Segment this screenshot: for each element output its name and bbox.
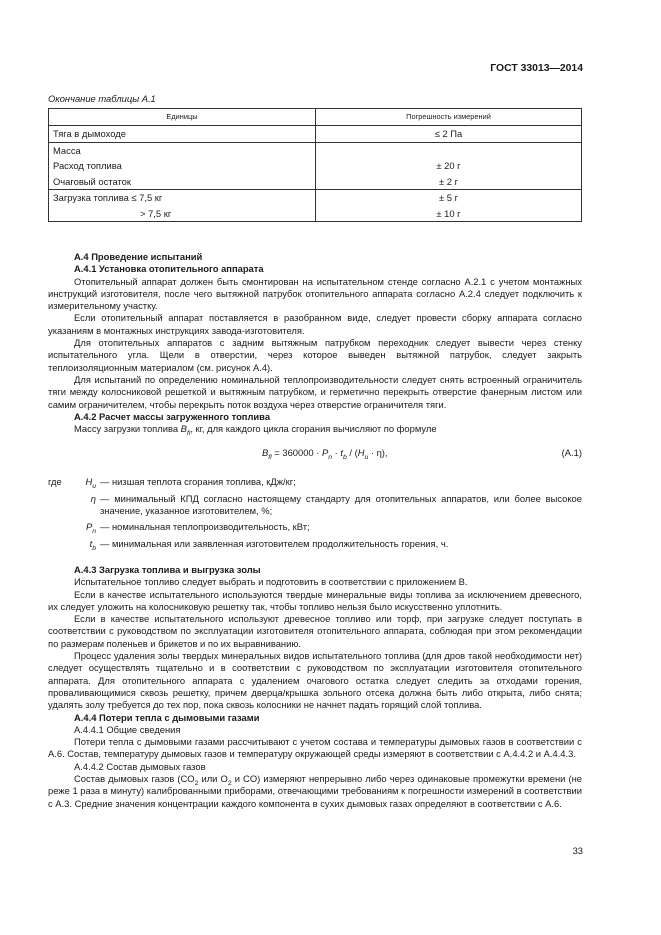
legend-where-word: где (48, 476, 62, 488)
column-header-units: Единицы (49, 109, 316, 126)
subsection-heading: А.4.4.2 Состав дымовых газов (74, 760, 206, 772)
document-header: ГОСТ 33013—2014 (490, 63, 583, 74)
legend-item: $t_b$ — минимальная или заявленная изготовителем продолжительность горения, ч. (89, 537, 449, 552)
row-value: ± 2 г (439, 175, 458, 187)
formula-expression: $B_{fl} = 360000 \cdot P_n \cdot t_b / (H_u \cdot \eta)$, (262, 447, 388, 462)
paragraph: Если в качестве испытательного используют древесное топливо или торф, при загрузке следует поступать в соответствии с руководством по эксплуатации изготовителя отопительного аппарата, соблюдая при этом рекомендации по размерам поленьев и брикетов и по их выравниванию. (48, 613, 582, 649)
section-heading: А.4.1 Установка отопительного аппарата (74, 263, 264, 275)
legend-item: где $H_u$ — низшая теплота сгорания топлива, кДж/кг; (48, 476, 296, 491)
row-value: ± 5 г (439, 192, 458, 203)
legend-item: $P_n$ — номинальная теплопроизводительность, кВт; (85, 521, 310, 536)
paragraph: Состав дымовых газов ($CO_2$ или $O_2$ и CO) измеряют непрерывно либо через одинаковые промежутки времени (не реже 1 раза в минуту) калиброванными приборами, отвечающими требованиям к погрешности измерений в соответствии с А.3. Средние значения концентрации каждого компонента в сухих дымовых газах определяют в соответствии с А.6. (48, 772, 582, 809)
row-value (320, 143, 577, 159)
row-value: ± 20 г (436, 160, 461, 171)
table-row (49, 190, 582, 222)
table-header-row (49, 109, 582, 126)
paragraph: Испытательное топливо следует выбрать и подготовить в соответствии с приложением В. (74, 576, 468, 588)
section-heading: А.4.2 Расчет массы загруженного топлива (74, 410, 271, 422)
paragraph: Массу загрузки топлива $B_{fl}$, кг, для каждого цикла сгорания вычисляют по формуле (74, 423, 437, 438)
formula-number: (А.1) (561, 447, 582, 459)
row-value: ≤ 2 Па (434, 128, 463, 139)
row-label: > 7,5 кг (140, 207, 172, 219)
row-label: Очаговый остаток (53, 175, 131, 187)
legend-item: η — минимальный КПД согласно настоящему стандарту для отопительных аппаратов, или более высокое значение, указанное изготовителем, %; (90, 492, 582, 517)
paragraph: Отопительный аппарат должен быть смонтирован на испытательном стенде согласно А.2.1 с учетом монтажных инструкций изготовителя, после чего вытяжной патрубок отопительного аппарата согласно А.2.4 следует подключить к измерительному участку. (48, 275, 582, 312)
row-value: ± 10 г (436, 207, 461, 219)
section-heading: А.4.4 Потери тепла с дымовыми газами (74, 711, 260, 723)
table-row (49, 142, 582, 190)
row-label: Расход топлива (53, 160, 122, 171)
row-label: Загрузка топлива ≤ 7,5 кг (53, 192, 163, 203)
section-heading: А.4.3 Загрузка топлива и выгрузка золы (74, 563, 261, 575)
row-label: Масса (53, 144, 81, 156)
paragraph: Для испытаний по определению номинальной теплопроизводительности следует снять встроенный ограничитель тяги между колосниковой решеткой и вытяжным патрубком, и герметично перекрыть отверстие фанерным листом или самим ограничителем, чтобы перекрыть поток воздуха через отверстие ограничителя тяги. (48, 373, 582, 410)
formula-legend (48, 476, 582, 552)
paragraph: Потери тепла с дымовыми газами рассчитывают с учетом состава и температуры дымовых газов в соответствии с А.6. Состав, температуру дымовых газов и температуру окружающей среды измеряют в соответствии с А.4.4.2 и А.4.4.3. (48, 736, 582, 760)
page-number: 33 (572, 844, 583, 856)
subsection-heading: А.4.4.1 Общие сведения (74, 723, 181, 735)
column-header-error: Погрешность измерений (316, 109, 582, 126)
document-body (48, 251, 582, 810)
table-caption: Окончание таблицы А.1 (48, 93, 156, 104)
paragraph: Процесс удаления золы твердых минеральных видов испытательного топлива (для дров такой необходимости нет) следует осуществлять тщательно и в соответствии с руководством по эксплуатации изготовителя отопительного аппарата. Для отопительного аппарата с удалением очагового остатка следует следить за отходами горения, проваливающимися сквозь решетку, причем дверца/крышка зольного отсека должна быть либо открыта, либо снята; удалять золу требуется до тех пор, пока сквозь колосники не начнет падать горящий слой топлива. (48, 650, 582, 711)
paragraph: Если в качестве испытательного используются твердые минеральные виды топлива за исключением древесного, их следует уложить на колосниковую решетку так, чтобы топливо нельзя было искусственно уплотнить. (48, 588, 582, 612)
table-row (49, 126, 582, 143)
paragraph: Если отопительный аппарат поставляется в разобранном виде, следует провести сборку аппарата согласно указаниям в монтажных инструкциях завода-изготовителя. (48, 312, 582, 336)
measurement-table (48, 108, 582, 222)
section-heading: А.4 Проведение испытаний (74, 251, 203, 262)
row-label: Тяга в дымоходе (53, 128, 126, 139)
paragraph: Для отопительных аппаратов с задним вытяжным патрубком переходник следует вывести через стенку испытательного угла. Щели в отверстии, через которое выведен вытяжной патрубок, следует закрыть теплоизоляционным материалом (см. рисунок А.4). (48, 337, 582, 373)
formula-a1 (48, 441, 582, 467)
